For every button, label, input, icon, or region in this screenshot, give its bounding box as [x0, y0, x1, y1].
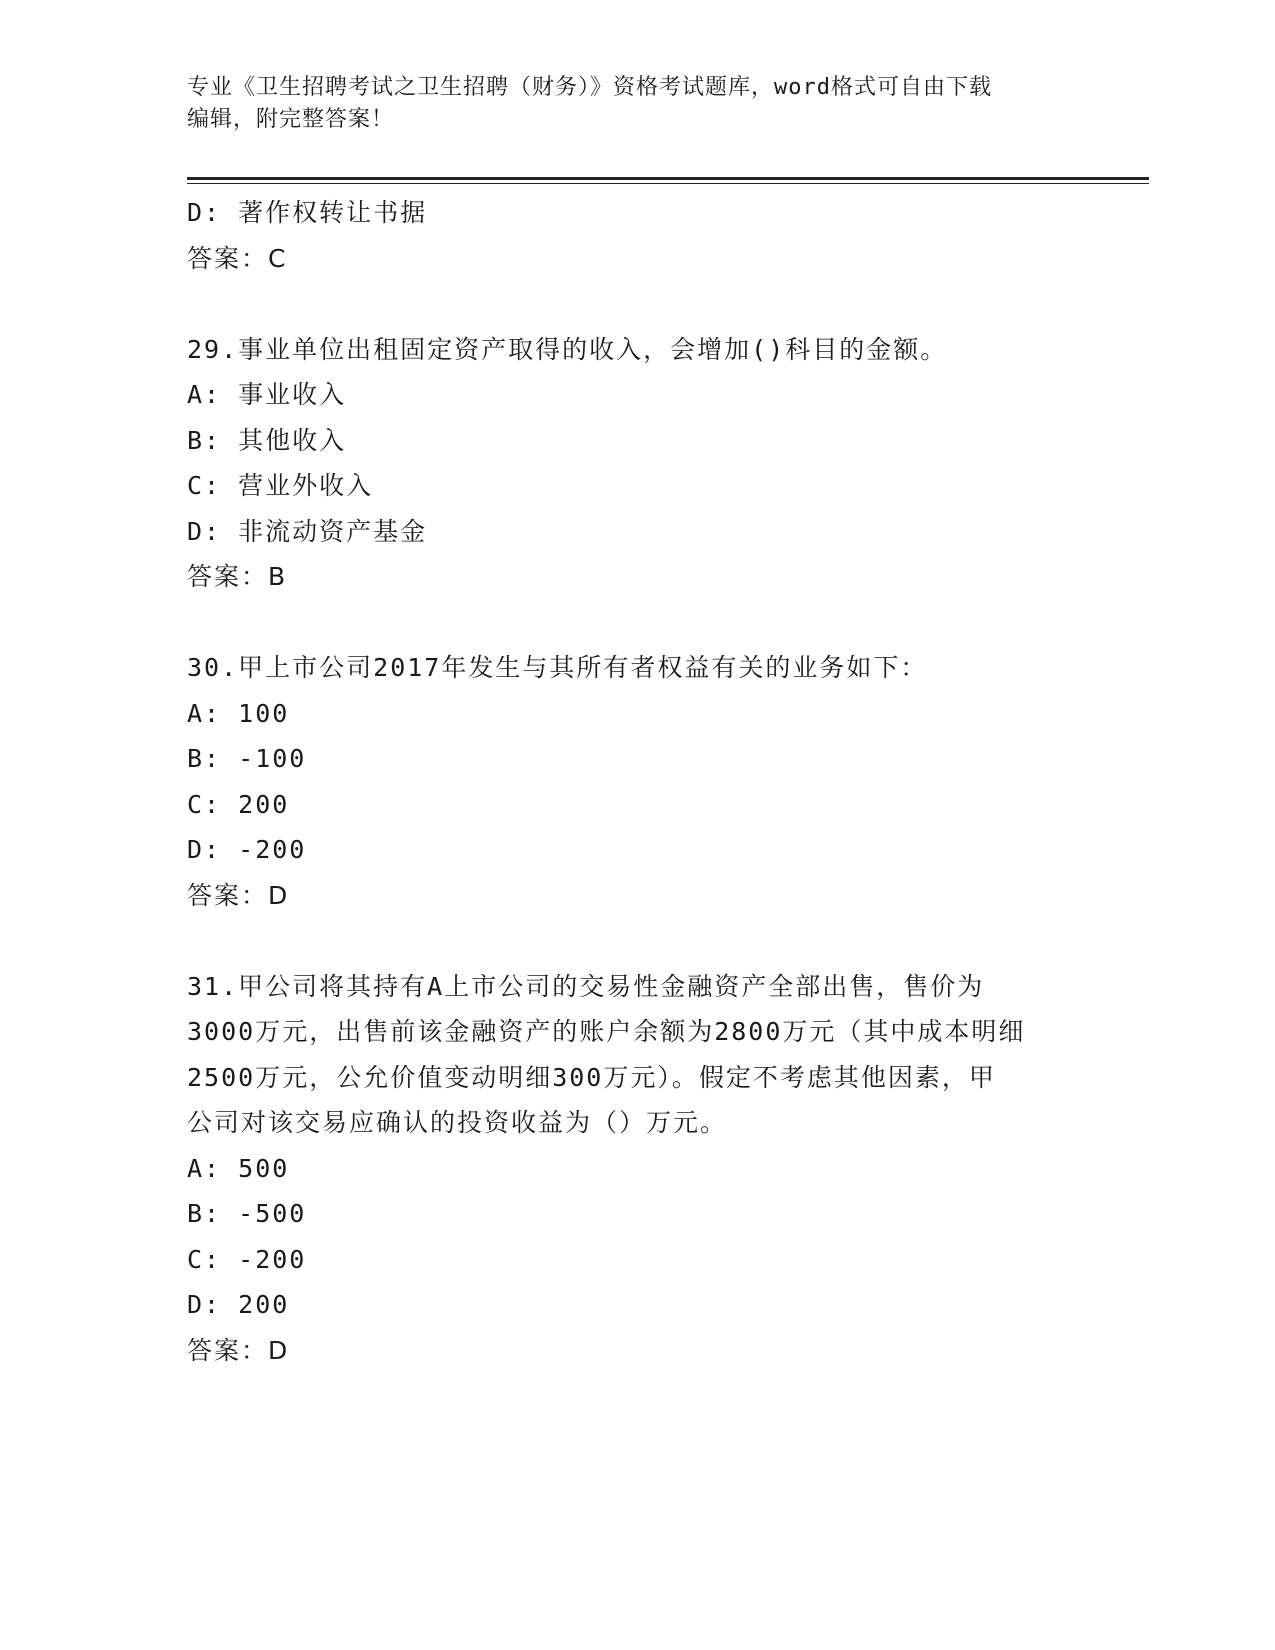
option-b: B: 其他收入	[187, 425, 347, 455]
header-rule-thick	[187, 177, 1149, 180]
option-d: D: 200	[187, 1290, 290, 1319]
question-list	[187, 190, 1087, 1419]
option-a: A: 事业收入	[187, 380, 347, 409]
question-stem-line-4: 公司对该交易应确认的投资收益为（）万元。	[187, 1108, 728, 1137]
option-d: D: -200	[187, 835, 307, 864]
option-d: D: 非流动资产基金	[187, 516, 428, 546]
option-a: A: 100	[187, 698, 290, 728]
option-c: C: -200	[187, 1244, 307, 1274]
header-line-2: 编辑，附完整答案！	[187, 107, 395, 132]
option-d: D: 著作权转让书据	[187, 198, 428, 227]
question-31	[187, 964, 1087, 1374]
header-rule-thin	[187, 183, 1149, 184]
option-a: A: 500	[187, 1153, 290, 1183]
option-c: C: 营业外收入	[187, 471, 374, 500]
question-stem: 30.甲上市公司2017年发生与其所有者权益有关的业务如下：	[187, 653, 928, 682]
question-stem-line-1: 31.甲公司将其持有A上市公司的交易性金融资产全部出售，售价为	[187, 971, 985, 1001]
option-b: B: -100	[187, 744, 307, 773]
document-header	[187, 72, 1087, 136]
question-stem-line-2: 3000万元，出售前该金融资产的账户余额为2800万元（其中成本明细	[187, 1017, 1026, 1046]
question-stem-line-3: 2500万元，公允价值变动明细300万元）。假定不考虑其他因素，甲	[187, 1062, 996, 1092]
question-30	[187, 645, 1087, 918]
answer-line: 答案：B	[187, 562, 288, 591]
answer-line: 答案：D	[187, 880, 290, 910]
question-fragment	[187, 190, 1087, 281]
option-b: B: -500	[187, 1199, 307, 1228]
question-stem: 29.事业单位出租固定资产取得的收入，会增加()科目的金额。	[187, 334, 948, 364]
answer-line: 答案：C	[187, 243, 288, 273]
header-line-1: 专业《卫生招聘考试之卫生招聘（财务）》资格考试题库，word格式可自由下载	[187, 75, 992, 100]
question-29	[187, 327, 1087, 600]
answer-line: 答案：D	[187, 1335, 290, 1365]
option-c: C: 200	[187, 789, 290, 819]
